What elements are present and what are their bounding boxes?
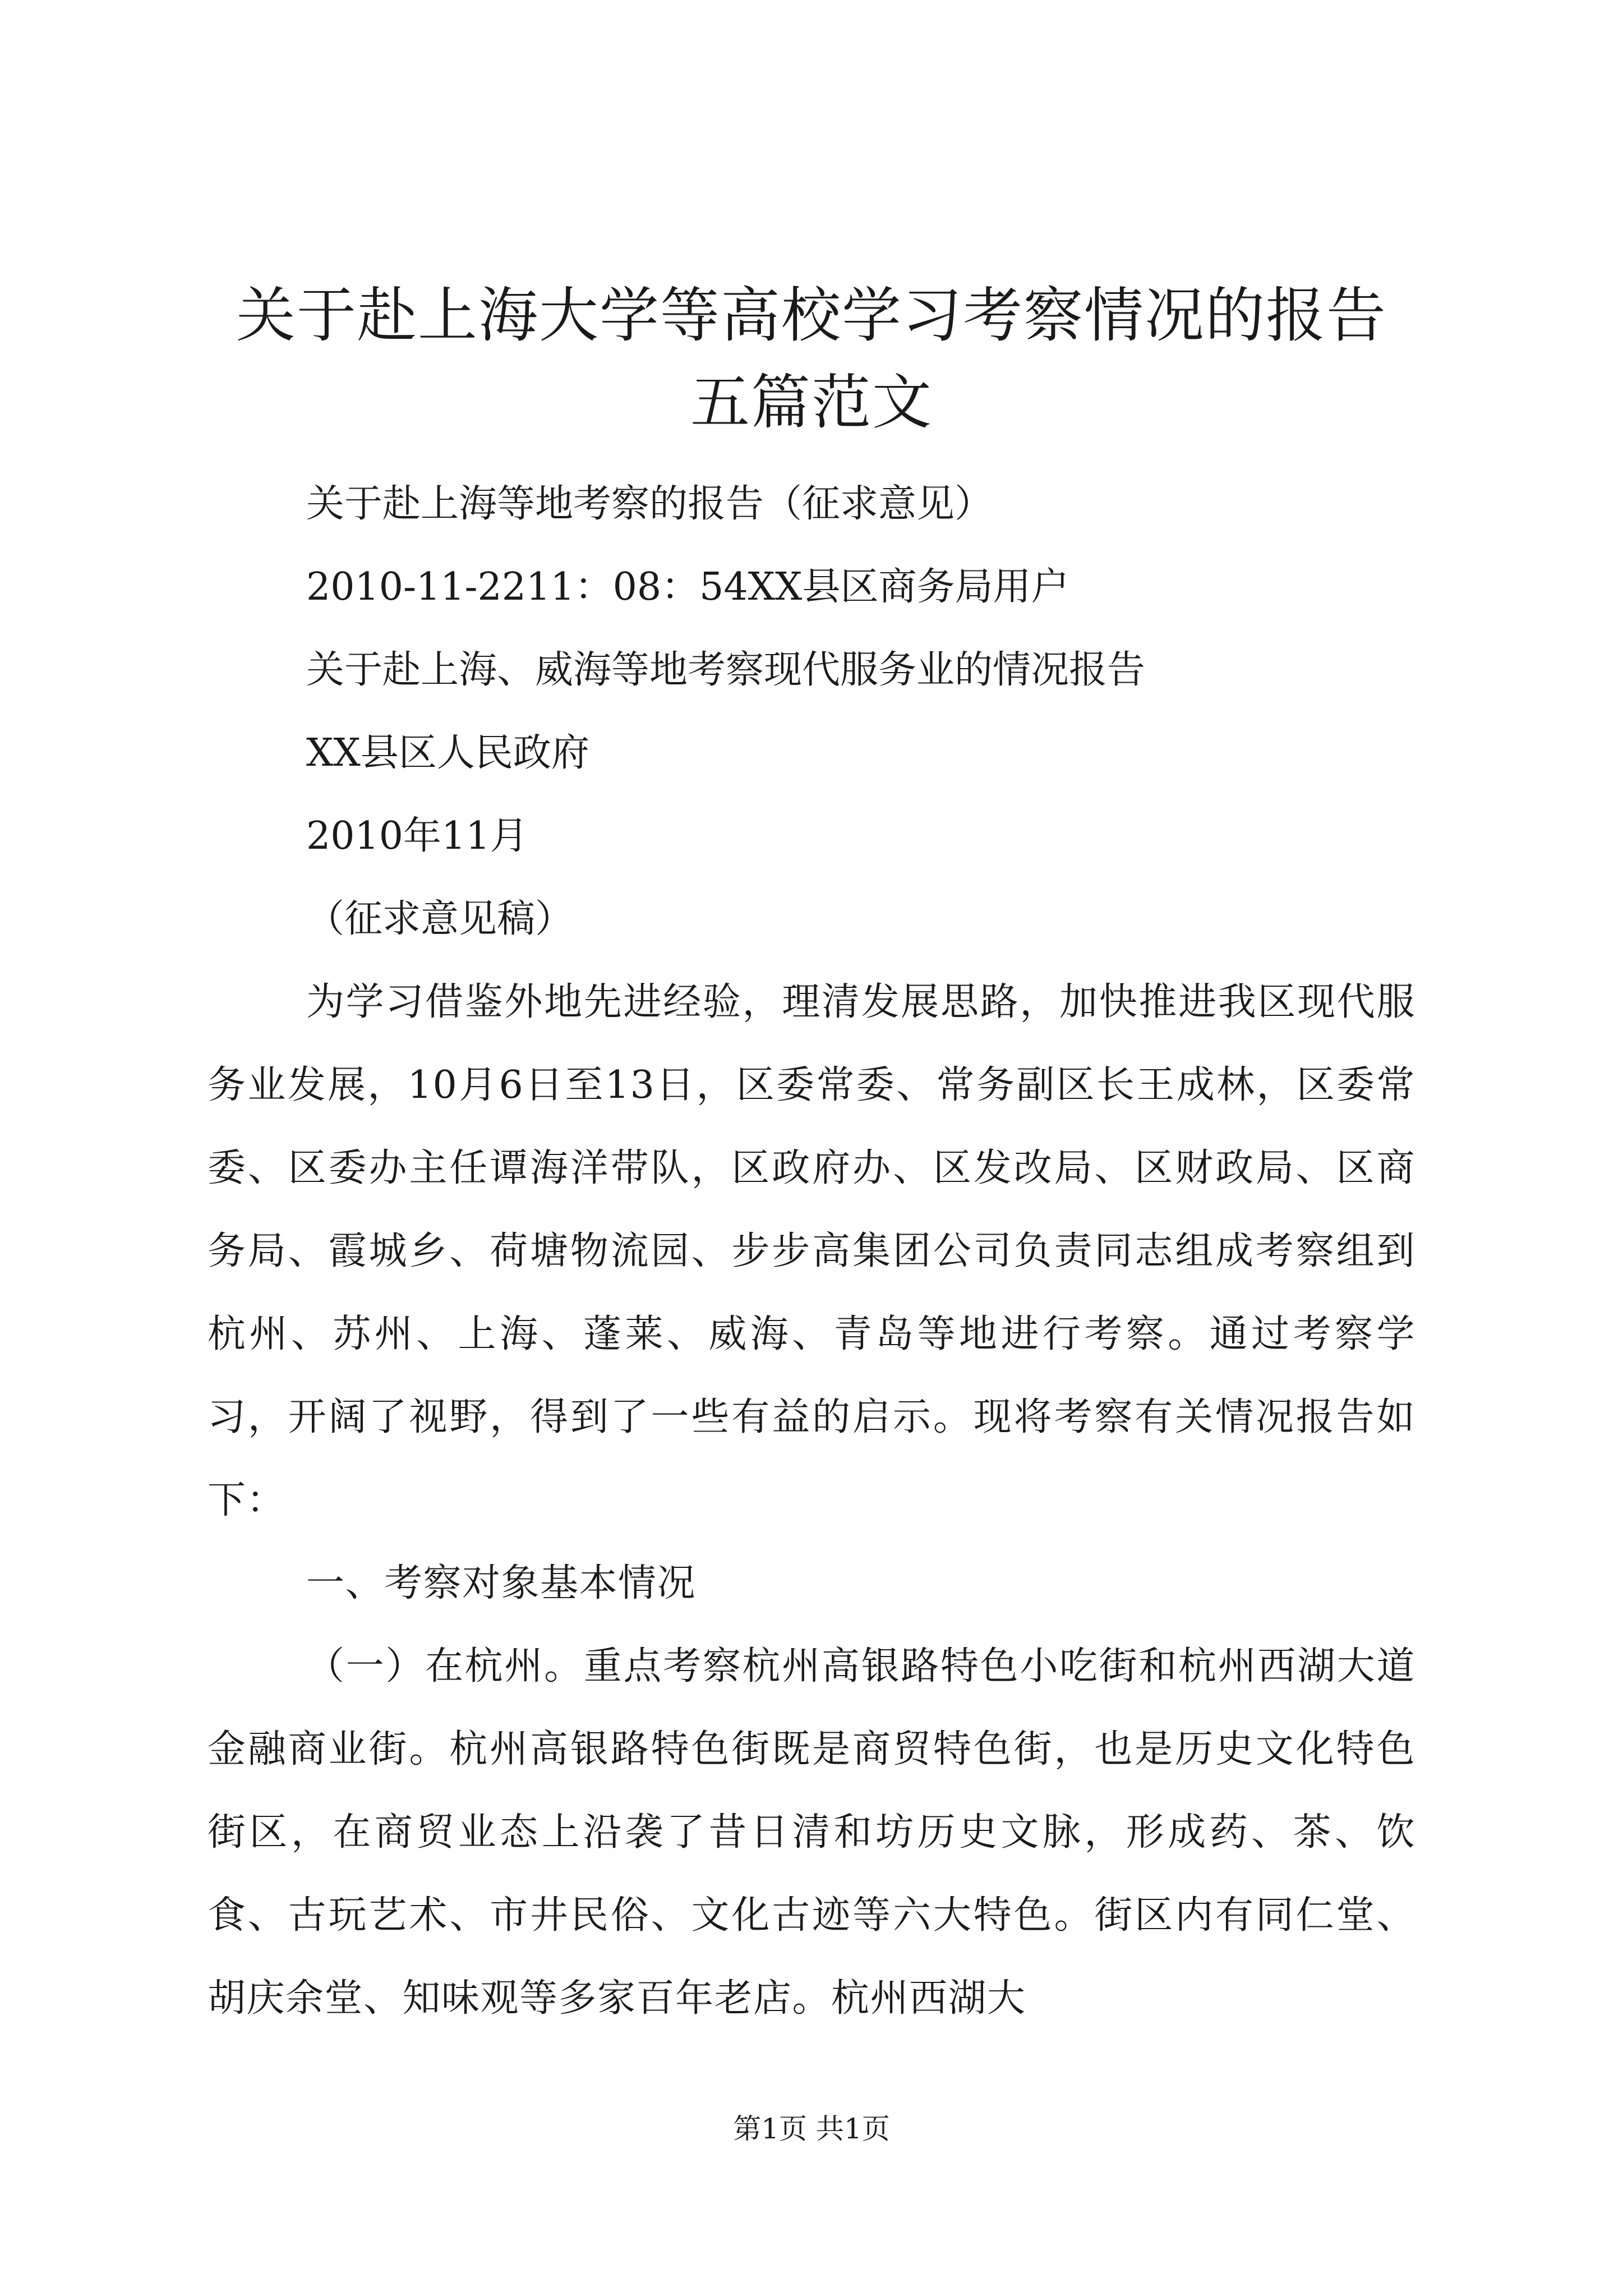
document-title: 关于赴上海大学等高校学习考察情况的报告五篇范文 (236, 281, 1387, 437)
page-footer: 第1页 共1页 (733, 2113, 890, 2145)
subtitle-line: 关于赴上海等地考察的报告（征求意见） (306, 482, 993, 526)
hangzhou-paragraph: （一）在杭州。重点考察杭州高银路特色小吃街和杭州西湖大道金融商业街。杭州高银路特色街既是商贸特色街，也是历史文化特色街区，在商贸业态上沿袭了昔日清和坊历史文脉，形成药、茶、饮食、古玩艺术、市井民俗、文化古迹等六大特色。街区内有同仁堂、胡庆余堂、知味观等多家百年老店。杭州西湖大 (208, 1644, 1415, 2021)
section-heading: 一、考察对象基本情况 (306, 1561, 697, 1605)
draft-note: （征求意见稿） (306, 897, 574, 941)
date-line: 2010年11月 (306, 814, 528, 858)
report-heading: 关于赴上海、威海等地考察现代服务业的情况报告 (306, 648, 1146, 692)
timestamp-line: 2010-11-2211：08：54XX县区商务局用户 (306, 565, 1069, 609)
issuer-line: XX县区人民政府 (306, 731, 589, 775)
intro-paragraph: 为学习借鉴外地先进经验，理清发展思路，加快推进我区现代服务业发展，10月6日至13日，区委常委、常务副区长王成林，区委常委、区委办主任谭海洋带队，区政府办、区发改局、区财政局、区商务局、霞城乡、荷塘物流园、步步高集团公司负责同志组成考察组到杭州、苏州、上海、蓬莱、威海、青岛等地进行考察。通过考察学习，开阔了视野，得到了一些有益的启示。现将考察有关情况报告如下： (208, 980, 1415, 1522)
document-body (208, 463, 1415, 2040)
